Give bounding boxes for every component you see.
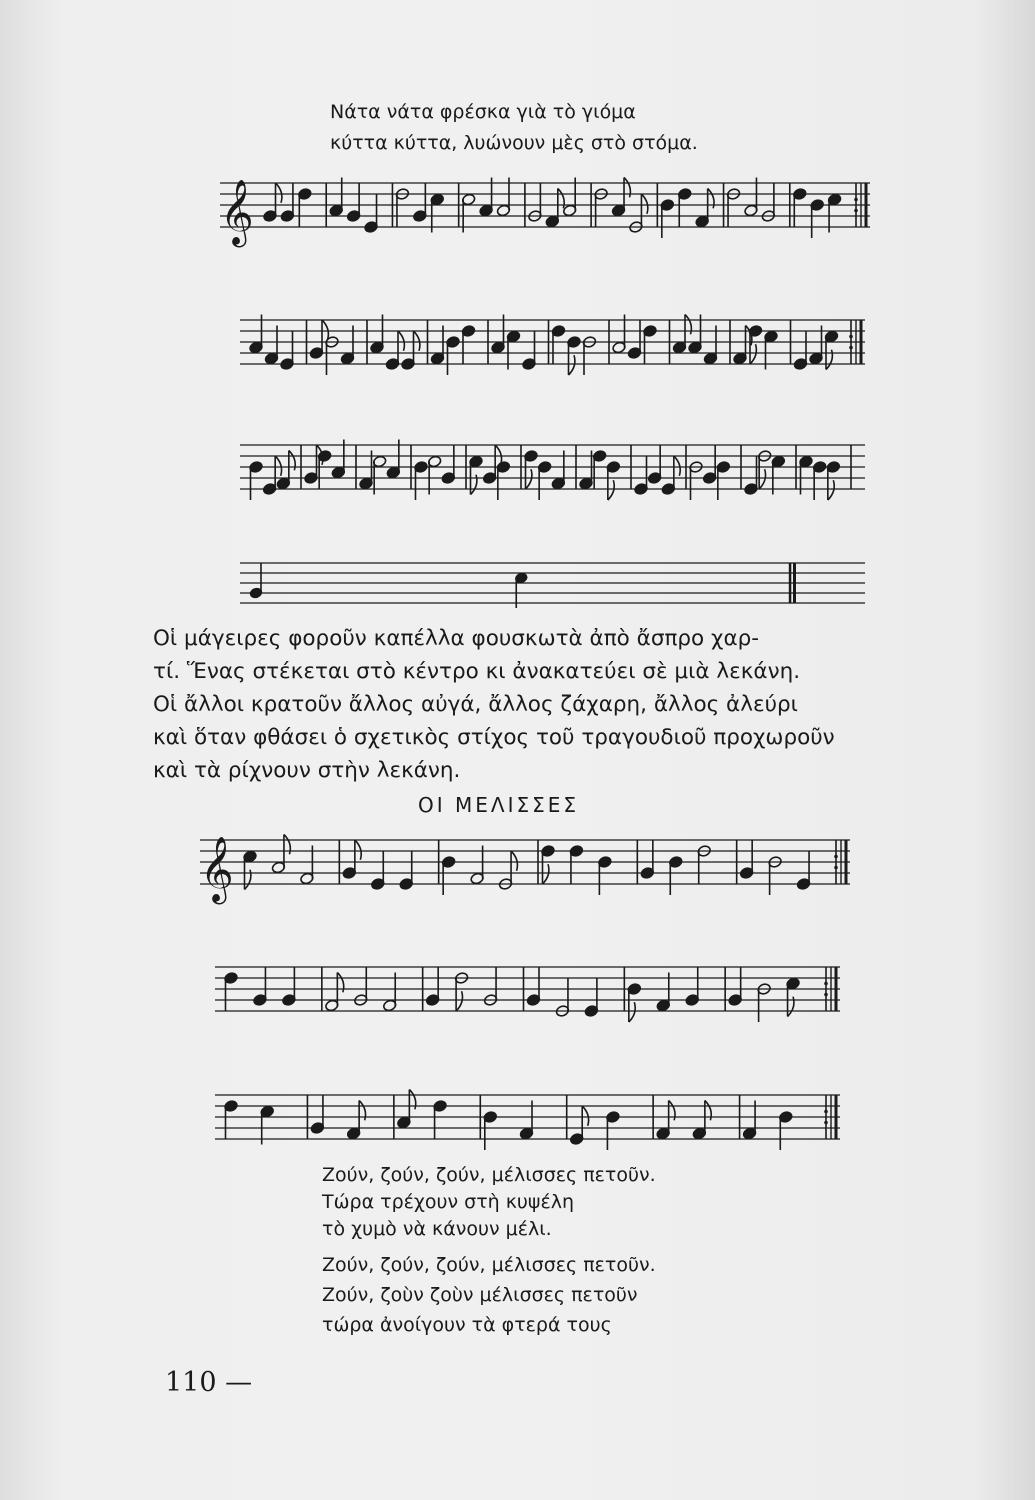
treble-clef-icon: 𝄞 (200, 836, 234, 902)
music-note (224, 1100, 239, 1139)
music-note (793, 188, 808, 227)
music-note (399, 851, 414, 890)
paragraph-line: τί. Ἕνας στέκεται στὸ κέντρο κι ἀνακατεύει σὲ μιὰ λεκάνη. (153, 659, 801, 684)
music-staff (240, 435, 865, 510)
music-note (541, 845, 556, 884)
music-note (433, 1100, 448, 1139)
music-note (643, 325, 658, 364)
verse-line: τώρα ἀνοίγουν τὰ φτερά τους (322, 1314, 612, 1336)
music-note (346, 183, 361, 222)
music-note (537, 461, 552, 500)
music-note (524, 450, 539, 489)
music-note (748, 325, 763, 364)
music-note (739, 840, 754, 879)
staff-lines (215, 967, 840, 1011)
music-note (253, 967, 268, 1006)
paragraph-line: Οἱ ἄλλοι κρατοῦν ἄλλος αὐγά, ἄλλος ζάχαρη, ἄλλος ἀλεύρι (153, 692, 798, 717)
music-note (647, 445, 662, 484)
music-note (796, 851, 811, 890)
music-staff (240, 310, 865, 385)
music-note (812, 461, 827, 500)
music-note (441, 445, 456, 484)
music-note (627, 983, 642, 1022)
music-note (606, 461, 621, 500)
music-staff (215, 955, 840, 1025)
music-note (280, 331, 295, 370)
staff-lines (240, 563, 865, 603)
music-note (249, 461, 264, 500)
music-note (702, 445, 717, 484)
music-note (441, 856, 456, 895)
music-note (413, 183, 428, 222)
music-note (522, 331, 537, 370)
music-note (461, 325, 476, 364)
music-note (592, 450, 607, 489)
music-note (310, 1095, 325, 1134)
music-staff (240, 555, 865, 615)
music-note (640, 840, 655, 879)
verse-line: Τώρα τρέχουν στὴ κυψέλη (322, 1191, 575, 1213)
music-note (728, 967, 743, 1006)
music-note (744, 456, 759, 495)
music-staff (200, 830, 850, 905)
music-note (280, 183, 295, 222)
paragraph-line: καὶ τὰ ρίχνουν στὴν λεκάνη. (153, 758, 461, 783)
music-note (660, 199, 675, 238)
paragraph-line: καὶ ὅταν φθάσει ὁ σχετικὸς στίχος τοῦ τραγουδιοῦ προχωροῦν (153, 725, 835, 750)
music-note (634, 456, 649, 495)
music-note (425, 967, 440, 1006)
music-note (371, 851, 386, 890)
music-note (627, 320, 642, 359)
music-note (716, 461, 731, 500)
verse-line: κύττα κύττα, λυώνουν μὲς στὸ στόμα. (330, 132, 698, 154)
music-note (584, 978, 599, 1017)
verse-line: Νάτα νάτα φρέσκα γιὰ τὸ γιόμα (330, 101, 636, 123)
music-note (569, 845, 584, 884)
music-note (364, 194, 379, 233)
music-note (779, 1111, 794, 1150)
music-note (598, 856, 613, 895)
music-note (483, 1111, 498, 1150)
treble-clef-icon: 𝄞 (220, 179, 254, 245)
music-note (249, 563, 262, 599)
paragraph-line: Οἱ μάγειρες φοροῦν καπέλλα φουσκωτὰ ἀπὸ ἄσπρο χαρ- (153, 626, 760, 651)
music-note (606, 1111, 621, 1150)
staff-lines (220, 183, 870, 227)
music-note (446, 336, 461, 375)
verse-line: Ζούν, ζούν, ζούν, μέλισσες πετοῦν. (322, 1254, 656, 1276)
music-note (414, 461, 429, 500)
music-note (685, 967, 700, 1006)
music-note (567, 336, 582, 375)
music-note (677, 188, 692, 227)
music-note (551, 325, 566, 364)
music-note (298, 188, 313, 227)
verse-line: Ζούν, ζοὺν ζοὺν μέλισσες πετοῦν (322, 1284, 638, 1306)
music-note (810, 199, 825, 238)
music-note (669, 856, 684, 895)
music-note (826, 461, 841, 500)
page-number: 110 — (165, 1367, 253, 1398)
music-staff (220, 165, 870, 250)
music-note (496, 461, 511, 500)
music-note (224, 972, 239, 1011)
song-title: ΟΙ ΜΕΛΙΣΣΕΣ (418, 793, 580, 817)
music-staff (215, 1083, 840, 1148)
music-note (526, 967, 541, 1006)
verse-line: τὸ χυμὸ νὰ κάνουν μέλι. (322, 1218, 552, 1240)
music-note (282, 967, 297, 1006)
music-note (793, 331, 808, 370)
music-note (317, 450, 332, 489)
verse-line: Ζούν, ζούν, ζούν, μέλισσες πετοῦν. (322, 1164, 656, 1186)
